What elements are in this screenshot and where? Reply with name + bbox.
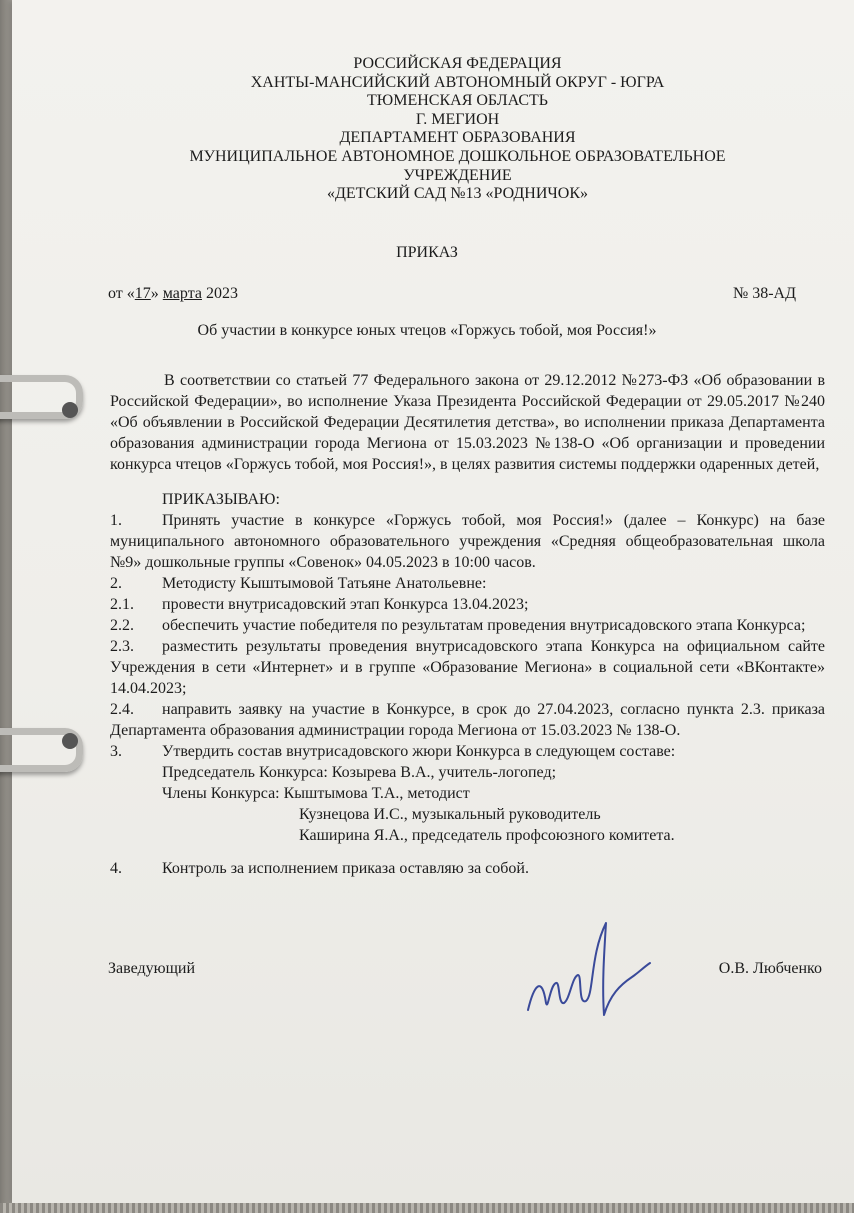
order-item [110,699,825,741]
item-number: 2.3. [110,638,134,655]
order-word: ПРИКАЗЫВАЮ: [162,491,280,508]
item-text: Принять участие в конкурсе «Горжусь тобой, моя Россия!» (далее – Конкурс) на базе муниципального автономного образовательного учреждения «Средняя общеобразовательная школа №9» дошкольные группы «Совенок» 04.05.2023 в 10:00 часов. [110,512,825,571]
header-line: ДЕПАРТАМЕНТ ОБРАЗОВАНИЯ [339,129,576,147]
control-item [110,858,825,879]
item-number: 2. [110,575,122,592]
order-date [108,285,238,303]
date-month: марта [162,285,202,302]
folder-edge [0,1203,854,1213]
jury-member: Каширина Я.А., председатель профсоюзного комитета. [299,827,675,844]
item-text: разместить результаты проведения внутрисадовского этапа Конкурса на официальном сайте Учреждения в сети «Интернет» и в группе «Образование Мегиона» в социальной сети «ВКонтакте» 14.04.2023; [110,638,825,697]
signatory-name: О.В. Любченко [718,960,822,977]
order-item [110,636,825,699]
order-subject: Об участии в конкурсе юных чтецов «Горжусь тобой, моя Россия!» [197,322,657,339]
order-item [110,594,825,615]
header-line: ТЮМЕНСКАЯ ОБЛАСТЬ [367,92,548,110]
item-text: провести внутрисадовский этап Конкурса 13.04.2023; [162,596,529,613]
order-item [110,510,825,573]
punch-hole-top [62,402,78,418]
item-number: 3. [110,743,122,760]
order-item [110,573,825,594]
handwritten-signature [520,915,660,1025]
item-text: Контроль за исполнением приказа оставляю за собой. [162,860,529,877]
order-item [110,741,825,762]
item-number: 4. [110,860,122,877]
header-line: ХАНТЫ-МАНСИЙСКИЙ АВТОНОМНЫЙ ОКРУГ - ЮГРА [250,73,665,91]
date-day: 17 [134,285,151,302]
item-number: 1. [110,512,122,529]
order-body [110,370,825,879]
jury-member: Кузнецова И.С., музыкальный руководитель [299,806,601,823]
document-title: ПРИКАЗ [396,244,458,261]
item-text: Утвердить состав внутрисадовского жюри Конкурса в следующем составе: [162,743,676,760]
punch-hole-bottom [62,733,78,749]
item-text: Методисту Кыштымовой Татьяне Анатольевне: [162,575,487,592]
header-line: «ДЕТСКИЙ САД №13 «РОДНИЧОК» [326,185,589,203]
order-number: № 38-АД [732,285,796,302]
header-line: РОССИЙСКАЯ ФЕДЕРАЦИЯ [353,55,562,72]
item-number: 2.2. [110,617,134,634]
header-line: Г. МЕГИОН [415,110,500,128]
order-item [110,615,825,636]
item-number: 2.1. [110,596,134,613]
date-mid: » [150,285,163,302]
jury-chair: Председатель Конкурса: Козырева В.А., учитель-логопед; [162,764,557,781]
item-text: обеспечить участие победителя по результатам проведения внутрисадовского этапа Конкурса; [162,617,806,634]
item-text: направить заявку на участие в Конкурсе, в срок до 27.04.2023, согласно пункта 2.3. приказа Департамента образования администрации города Мегиона от 15.03.2023 № 138-О. [110,701,825,739]
organization-header [100,55,815,204]
header-line: МУНИЦИПАЛЬНОЕ АВТОНОМНОЕ ДОШКОЛЬНОЕ ОБРАЗОВАТЕЛЬНОЕ [189,147,726,165]
preamble: В соответствии со статьей 77 Федерального закона от 29.12.2012 №273-ФЗ «Об образовании в Российской Федерации», во исполнение Указа Президента Российской Федерации от 29.05.2017 №240 «Об объявлении в Российской Федерации Десятилетия детства», во исполнении приказа Департамента образования администрации города Мегиона от 15.03.2023 №138-О «Об организации и проведении конкурса чтецов «Горжусь тобой, моя Россия!», в целях развития системы поддержки одаренных детей, [110,372,825,473]
item-number: 2.4. [110,701,134,718]
jury-member: Члены Конкурса: Кыштымова Т.А., методист [162,785,470,802]
date-year: 2023 [201,285,238,302]
date-prefix: от « [108,285,135,302]
header-line: УЧРЕЖДЕНИЕ [403,166,512,184]
signatory-position: Заведующий [108,960,196,977]
